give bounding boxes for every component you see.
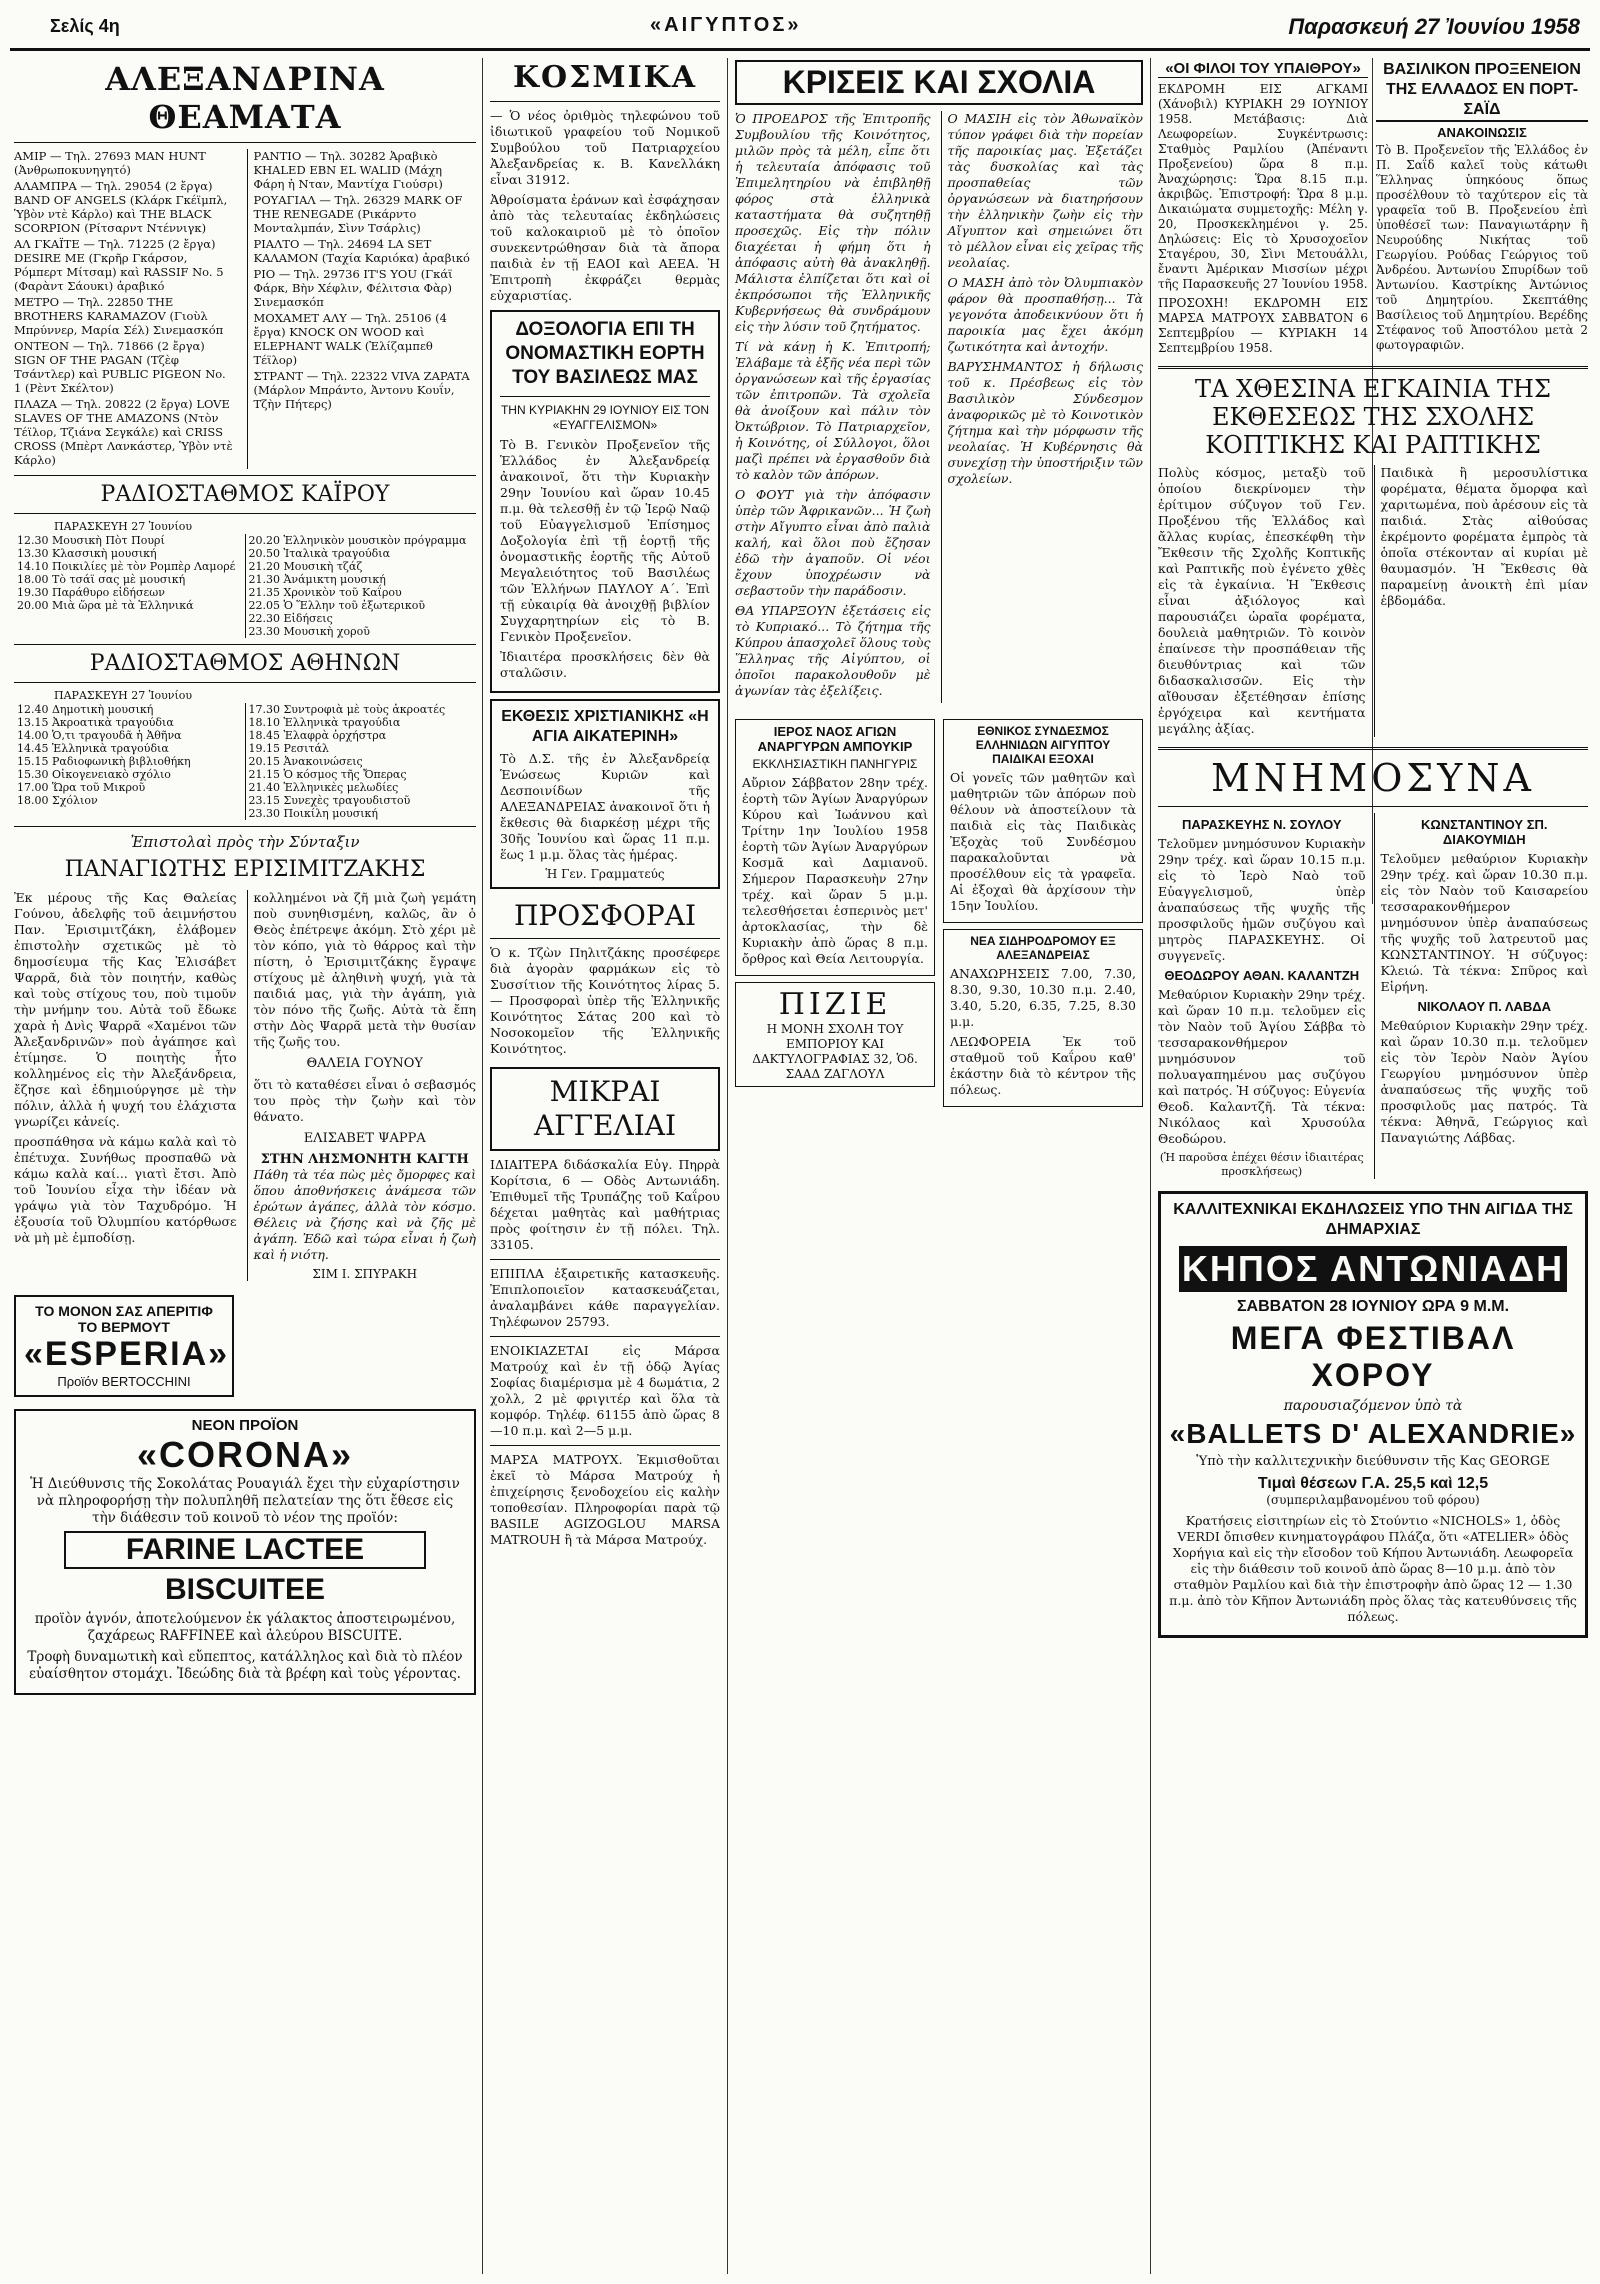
school-article-title: ΤΑ ΧΘΕΣΙΝΑ ΕΓΚΑΙΝΙΑ ΤΗΣ ΕΚΘΕΣΕΩΣ ΤΗΣ ΣΧΟΛΗΣ ΚΟΠΤΙΚΗΣ ΚΑΙ ΡΑΠΤΙΚΗΣ xyxy=(1195,375,1551,459)
program-item: 20.15 Ἀνακοινώσεις xyxy=(248,755,363,768)
ad-line: ΤΟ ΒΕΡΜΟΥΤ xyxy=(78,1319,170,1335)
article-paragraph: Ἀθροίσματα ἐράνων καὶ ἐσφάχησαν ἀπὸ τὰς τελευταίας ἐκδηλώσεις τοῦ καλοκαιριοῦ μὲ τὸ ὁποῖον συνεκεντρώθησαν διὰ τὰ ἄπορα παιδιὰ ἐν τῇ ΕΑΟΙ καὶ ΑΕΕΑ. Ἡ Ἐπιτροπὴ ἐκφράζει θερμὰς εὐχαριστίας. xyxy=(490,192,720,303)
box-title: ΕΚΘΕΣΙΣ ΧΡΙΣΤΙΑΝΙΚΗΣ «Η ΑΓΙΑ ΑΙΚΑΤΕΡΙΝΗ» xyxy=(501,708,709,745)
cinema-list-left xyxy=(14,149,237,469)
ad-subtitle: ΕΚΚΛΗΣΙΑΣΤΙΚΗ ΠΑΝΗΓΥΡΙΣ xyxy=(752,757,918,771)
program-item: 20.20 Ἑλληνικὸν μουσικὸν πρόγραμμα xyxy=(248,534,467,547)
ad-maker: Προϊόν BERTOCCHINI xyxy=(57,1374,191,1389)
ad-product: FARINE LACTEE xyxy=(64,1531,426,1569)
ad-corona xyxy=(14,1409,476,1695)
program-item: 23.15 Συνεχὲς τραγουδιστοῦ xyxy=(248,794,411,807)
ad-body: Οἱ γονεῖς τῶν μαθητῶν καὶ μαθητριῶν τῶν ἀπόρων ποὺ θέλουν νὰ ἀποστείλουν τὰ παιδιὰ εἰς τὰς Παιδικὰς Ἐξοχὰς τοῦ Συνδέσμου παρακαλοῦνται νὰ προσέλθουν εἰς τὰ γραφεῖα. Αἱ ἐξοχαὶ θὰ ἀρχίσουν τὴν 15ην Ἰουλίου. xyxy=(950,770,1136,913)
cinema-list-right xyxy=(247,149,477,469)
ad-title: ΜΕΓΑ ΦΕΣΤΙΒΑΛ ΧΟΡΟΥ xyxy=(1230,1320,1516,1393)
article-paragraph: Ο ΦΟΥΤ γιὰ τὴν ἀπόφασιν ὑπὲρ τῶν Ἀφρικανῶν... Ἡ ζωὴ στὴν Αἴγυπτο εἶναι ἀπὸ παλιὰ καλή, καὶ ὅλοι ποὺ ἔζησαν ἐδῶ τὴν ἀγαποῦν. Οἱ νέοι ἔχουν ὑποχρέωσιν νὰ σεβαστοῦν τὴν παράδοσιν. xyxy=(735,487,931,598)
commentary-columns xyxy=(735,111,1143,703)
box-body: Τὸ Β. Γενικὸν Προξενεῖον τῆς Ἑλλάδος ἐν Ἀλεξανδρείᾳ ἀνακοινοῖ, ὅτι τὴν Κυριακὴν 29ην Ἰουνίου καὶ ὥραν 10.45 π.μ. θὰ τελεσθῇ ἐν τῷ Ἱερῷ Ναῷ τοῦ Εὐαγγελισμοῦ Ἐπίσημος Δοξολογία ἐπὶ τῇ ἑορτῇ τῆς ὀνομαστικῆς ἑορτῆς τῆς Αὐτοῦ Μεγαλειότητος τοῦ Βασιλέως τῶν Ἑλλήνων ΠΑΥΛΟΥ Α΄. Ἐπὶ τῇ εὐκαιρίᾳ θὰ ἀνοιχθῇ βιβλίον Συγχαρητηρίων εἰς τὸ Β. Γενικὸν Προξενεῖον. xyxy=(500,437,710,644)
article-paragraph: Ἐκ μέρους τῆς Κας Θαλείας Γούνου, ἀδελφῆς τοῦ ἀειμνήστου Παν. Ἐρισιμιτζάκη, ἐλάβομεν ἐπιστολὴν σχετικῶς μὲ τὸ δημοσίευμα τῆς Κας Ἐλισάβετ Ψαρρᾶ, διὰ τὸν ποιητήν, καθὼς καὶ τοὺς στίχους του, ποὺ τιμοῦν τὴν μνήμην του. Αὐτὰ τοῦ ἔδωκε χαρὰ ἡ Δνὶς Ψαρρᾶ «Χαμένοι τῶν Ἀλεξανδρινῶν» ποὺ ἀγάπησε καὶ ἐτίμησε. Ὁ ποιητὴς ἦτο κολλημένος εἰς τὴν Ἀλεξάνδρεια, ἔζησε καὶ ἐδημιούργησε μὲ τὴν πόλιν, ἀλλὰ ἡ ψυχή του ἐλάχιστα γνωρίζει κἀνείς. xyxy=(14,890,237,1129)
ad-body: ΕΚΔΡΟΜΗ ΕΙΣ ΑΓΚΑΜΙ (Χάνοβιλ) ΚΥΡΙΑΚΗ 29 ΙΟΥΝΙΟΥ 1958. Μετάβασις: Διὰ Λεωφορείων. Συγκέντρωσις: Σταθμὸς Ραμλίου (Ἀπέναντι Προξενείου) ὥρα 8 π.μ. Ἀναχώρησις: Ὥρα 8.15 π.μ. ἀκριβῶς. Ἐπιστροφή: Ὥρα 8 μ.μ. Δικαιώματα συμμετοχῆς: Μέλη γ. 20, Προσκεκλημένοι γ. 25. Δηλώσεις: Εἰς τὸ Χρυσοχοεῖον Σταγέρου, 30, Σὶνι Μετουάλλι, ἔναντι Ἀμέρικαν Μισσίων μέχρι τῆς Παρασκευῆς 27 Ἰουνίου 1958. xyxy=(1158,82,1368,291)
program-item: 21.40 Ἑλληνικὲς μελωδίες xyxy=(248,781,399,794)
program-item: 14.10 Ποικιλίες μὲ τὸν Ρομπὲρ Λαμορέ xyxy=(17,560,236,573)
column-entertainment xyxy=(14,60,476,2275)
program-item: 19.30 Παράθυρο εἰδήσεων xyxy=(17,586,165,599)
program-item: 21.15 Ὁ κόσμος τῆς Ὄπερας xyxy=(248,768,407,781)
box-signature: Ἡ Γεν. Γραμματεύς xyxy=(545,867,665,881)
ad-title: ΒΑΣΙΛΙΚΟΝ ΠΡΟΞΕΝΕΙΟΝ ΤΗΣ ΕΛΛΑΔΟΣ ΕΝ ΠΟΡΤ-ΣΑΪΔ xyxy=(1376,60,1588,122)
program-item: 13.15 Ἀκροατικὰ τραγούδια xyxy=(17,716,174,729)
memorials xyxy=(1158,813,1588,1179)
classifieds-title: ΜΙΚΡΑΙ ΑΓΓΕΛΙΑΙ xyxy=(533,1075,677,1142)
memorial-body: Μεθαύριον Κυριακὴν 29ην τρέχ. καὶ ὥραν 10.30 π.μ. τελοῦμεν εἰς τὸν Ἱερὸν Ναὸν Ἁγίου Γεωργίου μνημόσυνον ὑπὲρ ἀναπαύσεως τῆς ψυχῆς τοῦ προσφιλοῦς μας πατρός. Τὰ τέκνα: Ἀθηνᾶ, Γεώργιος καὶ Παναγιώτης Λάβδας. xyxy=(1380,1018,1588,1145)
ad-subtitle: ΑΝΑΚΟΙΝΩΣΙΣ xyxy=(1437,125,1527,140)
radio-athens-schedule xyxy=(14,703,476,820)
ad-line: ΤΟ ΜΟΝΟΝ ΣΑΣ ΑΠΕΡΙΤΙΦ xyxy=(35,1303,213,1319)
cinema-listings xyxy=(14,149,476,469)
ad-church xyxy=(735,719,935,976)
cinema-listing: ΡΟΥΑΓΙΑΛ — Τηλ. 26329 MARK OF THE RENEGADE (Ρικάρντο Μονταλμπάν, Σὶνν Τσάρλις) xyxy=(253,193,463,235)
ad-venue: ΚΗΠΟΣ ΑΝΤΩΝΙΑΔΗ xyxy=(1179,1246,1567,1292)
classified-ad: ΜΑΡΣΑ ΜΑΤΡΟΥΧ. Ἐκμισθοῦται ἐκεῖ τὸ Μάρσα Ματρούχ ἡ ἐπιχείρησις ξενοδοχείου εἰς καλὴν τοποθεσίαν. Πληροφορίαι παρὰ τῷ BASILE AGIZOGLOU MARSA MATROUH ἢ τὰ Μάρσα Ματρούχ. xyxy=(490,1452,720,1547)
letter-title: ΠΑΝΑΓΙΩΤΗΣ ΕΡΙΣΙΜΙΤΖΑΚΗΣ xyxy=(64,857,426,882)
column-announcements xyxy=(1158,60,1588,2275)
ad-title: ΕΘΝΙΚΟΣ ΣΥΝΔΕΣΜΟΣ ΕΛΛΗΝΙΔΩΝ ΑΙΓΥΠΤΟΥ ΠΑΙΔΙΚΑΙ ΕΞΟΧΑΙ xyxy=(975,724,1111,766)
article-paragraph: Ο ΜΑΣΙΗ εἰς τὸν Ἀθωναϊκὸν τύπον γράφει διὰ τὴν πορείαν τῆς παροικίας μας. Ἐξετάζει τὰς δυσκολίας καὶ τὰς προσπαθείας τῶν ὀργανώσεων νὰ διατηρήσουν τὴν ἑλληνικὴν ζωὴν εἰς τὴν Αἴγυπτον καὶ σημειώνει ὅτι τὸ μέλλον εἶναι εἰς χεῖρας τῆς νεολαίας. xyxy=(947,111,1143,270)
box-body: Τὸ Δ.Σ. τῆς ἐν Ἀλεξανδρείᾳ Ἑνώσεως Κυριῶν καὶ Δεσποινίδων τῆς ΑΛΕΞΑΝΔΡΕΙΑΣ ἀνακοινοῖ ὅτι ἡ ἔκθεσις θὰ διαρκέσῃ μέχρι τῆς 30ῆς Ἰουνίου καὶ ὥρας 11 π.μ. ἕως 1 μ.μ. ὅλας τὰς ἡμέρας. xyxy=(500,751,710,862)
article-paragraph: — Ὁ νέος ὀριθμὸς τηλεφώνου τοῦ ἰδιωτικοῦ γραφείου τοῦ Νομικοῦ Συμβούλου τοῦ Πατριαρχείου Ἀλεξανδρείας κ. Β. Κανελλάκη εἶναι 31912. xyxy=(490,108,720,187)
memorial-body: Τελοῦμεν μεθαύριον Κυριακὴν 29ην τρέχ. καὶ ὥραν 10.30 π.μ. εἰς τὸν Ναὸν τοῦ Καισαρείου τεσσαρακονθήμερον μνημόσυνον ὑπὲρ ἀναπαύσεως τῆς ψυχῆς τοῦ λατρευτοῦ μας ΚΩΝΣΤΑΝΤΙΝΟΥ. Ἡ σύζυγος: Κλειώ. Τὰ τέκνα: Σπῦρος καὶ Εἰρήνη. xyxy=(1380,851,1588,994)
article-paragraph: Ὁ κ. Τζὼν Πηλιτζάκης προσέφερε διὰ ἀγορὰν φαρμάκων εἰς τὸ Συσσίτιον τῆς Κοινότητος λίρας 5. — Προσφοραὶ ὑπὲρ τῆς Ἑλληνικῆς Κοινότητος Σάτας 200 καὶ τὸ Νοσοκομεῖον τῆς Ἑλληνικῆς Κοινότητος. xyxy=(490,945,720,1056)
program-item: 17.00 Ὥρα τοῦ Μικροῦ xyxy=(17,781,146,794)
ad-body: ΠΡΟΣΟΧΗ! ΕΚΔΡΟΜΗ ΕΙΣ ΜΑΡΣΑ ΜΑΤΡΟΥΧ ΣΑΒΒΑΤΟΝ 6 Σεπτεμβρίου — ΚΥΡΙΑΚΗ 14 Σεπτεμβρίου 1958. xyxy=(1158,296,1368,355)
cinema-listing: ΑΛ ΓΚΑΪΤΕ — Τηλ. 71225 (2 ἔργα) DESIRE ME (Γκρῆρ Γκάρσον, Ρόμπερτ Μίτσαμ) καὶ RASSIF No. 5 (Φαρὰντ Σάουκι) ἀραβικό xyxy=(14,237,224,293)
newspaper-name: «ΑΙΓΥΠΤΟΣ» xyxy=(650,14,802,36)
classified-ad: ΕΠΙΠΛΑ ἐξαιρετικῆς κατασκευῆς. Ἐπιπλοποιεῖον κατασκευάζεται, ἀναλαμβάνει κάθε παραγγελίαν. Τηλέφωνον 25793. xyxy=(490,1266,720,1329)
ad-body: ΛΕΩΦΟΡΕΙΑ Ἐκ τοῦ σταθμοῦ τοῦ Καΐρου καθ' ἑκάστην διὰ τὸ κέντρον τῆς πόλεως. xyxy=(950,1034,1136,1097)
ad-body: Η ΜΟΝΗ ΣΧΟΛΗ ΤΟΥ ΕΜΠΟΡΙΟΥ ΚΑΙ ΔΑΚΤΥΛΟΓΡΑΦΙΑΣ 32, Ὁδ. ΣΑΑΔ ΖΑΓΛΟΥΛ xyxy=(752,1022,918,1081)
program-item: 21.35 Χρονικὸν τοῦ Καΐρου xyxy=(248,586,402,599)
classifieds-header xyxy=(490,1067,720,1151)
article-paragraph: ΒΑΡΥΣΗΜΑΝΤΟΣ ἡ δήλωσις τοῦ κ. Πρέσβεως εἰς τὸν Βασιλικὸν Σύνδεσμον ἀναφορικῶς μὲ τὸ Κοινοτικὸν ζήτημα καὶ τὴν μόρφωσιν τῆς νεολαίας. Ἡ Κυβέρνησις θὰ συνεχίσῃ τὴν ὑποστήριξιν τῶν σχολείων. xyxy=(947,359,1143,486)
cinema-listing: ΣΤΡΑΝΤ — Τηλ. 22322 VIVA ZAPATA (Μάρλον Μπράντο, Ἀντονυ Κουΐν, Τζὴν Πήτερς) xyxy=(253,369,470,411)
lower-ads xyxy=(735,713,1143,1113)
column-society xyxy=(490,60,720,2275)
letter-signature: ΕΛΙΣΑΒΕΤ ΨΑΡΡΑ xyxy=(303,1131,426,1146)
program-item: 20.50 Ἰταλικὰ τραγούδια xyxy=(248,547,391,560)
cinema-listing: ΡΙΑΛΤΟ — Τηλ. 24694 LA SET ΚΑΛΑΜΟΝ (Ταχία Καριόκα) ἀραβικό xyxy=(253,237,470,265)
program-item: 12.30 Μουσικὴ Πὸτ Πουρί xyxy=(17,534,165,547)
column-rule xyxy=(482,58,483,2274)
ad-date: ΣΑΒΒΑΤΟΝ 28 ΙΟΥΝΙΟΥ ΩΡΑ 9 Μ.Μ. xyxy=(1236,1298,1510,1315)
article-paragraph: Πολὺς κόσμος, μεταξὺ τοῦ ὁποίου διεκρίνομεν τὴν ἐρίτιμον σύζυγον τοῦ Γεν. Προξένου τῆς Ἑλλάδος καὶ ἄλλας κυρίας, ἐπεσκέφθη τὴν Ἔκθεσιν τῆς Σχολῆς Κοπτικῆς καὶ Ραπτικῆς ποὺ ἐγένετο χθὲς εἰς τὰ ἐγκαίνια. Ἡ Ἔκθεσις εἶναι ἀξιόλογος καὶ παρουσιάζει ὡραῖα φορέματα, δουλειὰ μαθητριῶν. Τὸ κοινὸν ἐπαίνεσε τὴν προσπάθειαν τῆς διευθύντριας καὶ τῶν διδασκαλισσῶν. Εἰς τὴν αἴθουσαν ἐξετέθησαν ἐπίσης ἐργόχειρα καὶ κεντήματα μεγάλης ἀξίας. xyxy=(1158,465,1366,736)
box-title: ΔΟΞΟΛΟΓΙΑ ΕΠΙ ΤΗ ΟΝΟΜΑΣΤΙΚΗ ΕΟΡΤΗ ΤΟΥ ΒΑΣΙΛΕΩΣ ΜΑΣ xyxy=(505,319,705,388)
program-item: 13.30 Κλασσικὴ μουσική xyxy=(17,547,157,560)
program-item: 22.05 Ὁ Ἕλλην τοῦ ἐξωτερικοῦ xyxy=(248,599,426,612)
program-item: 21.20 Μουσικὴ τζάζ xyxy=(248,560,363,573)
program-item: 15.30 Οἰκογενειακὸ σχόλιο xyxy=(17,768,171,781)
column-rule xyxy=(727,58,728,2274)
memorial-name: ΚΩΝΣΤΑΝΤΙΝΟΥ ΣΠ. ΔΙΑΚΟΥΜΙΔΗ xyxy=(1420,817,1548,847)
memorial-name: ΠΑΡΑΣΚΕΥΗΣ Ν. ΣΟΥΛΟΥ xyxy=(1181,817,1342,832)
cinema-listing: ΑΛΑΜΠΡΑ — Τηλ. 29054 (2 ἔργα) BAND OF ANGELS (Κλάρκ Γκέϊμπλ, Ὑβὸν ντὲ Κάρλο) καὶ THE BLACK SCORPION (Ρίτσαρντ Ντέννιγκ) xyxy=(14,179,228,235)
letters-section-title: Ἐπιστολαὶ πρὸς τὴν Σύνταξιν xyxy=(130,833,360,851)
section-title: ΚΡΙΣΕΙΣ ΚΑΙ ΣΧΟΛΙΑ xyxy=(735,60,1143,105)
cinema-listing: ΜΟΧΑΜΕΤ ΑΛΥ — Τηλ. 25106 (4 ἔργα) KNOCK ON WOOD καὶ ELEPHANT WALK (Ἐλίζαμπεθ Τέϊλορ) xyxy=(253,311,447,367)
radio-cairo-day: ΠΑΡΑΣΚΕΥΗ 27 Ἰουνίου xyxy=(54,520,193,533)
exhibition-box xyxy=(490,699,720,889)
program-item: 15.15 Ραδιοφωνικὴ βιβλιοθήκη xyxy=(17,755,191,768)
ad-brand: «BALLETS D' ALEXANDRIE» xyxy=(1169,1418,1577,1449)
column-rule xyxy=(1150,58,1151,2274)
radio-athens-day: ΠΑΡΑΣΚΕΥΗ 27 Ἰουνίου xyxy=(54,689,193,702)
section-title: ΑΛΕΞΑΝΔΡΙΝΑ ΘΕΑΜΑΤΑ xyxy=(105,60,385,136)
ad-body: Κρατήσεις εἰσιτηρίων εἰς τὸ Στούντιο «NICHOLS» 1, ὁδὸς VERDI ὄπισθεν κινηματογράφου Πλάζα, ὅτι «ATELIER» ὁδὸς Χορήγια καὶ εἰς τὴν εἴσοδον τοῦ Κήπου Ἀντωνιάδη. Λεωφορεῖα εἰς τὴν διάθεσιν τοῦ κοινοῦ ἀπὸ ὥρας 8—10 μ.μ. ἀπὸ τὸν σταθμὸν Ραμλίου καὶ διὰ τὴν ἐπιστροφὴν ἀπὸ ὥρας 12 — 1.30 π.μ. ἀπὸ τὸν Κῆπον Ἀντωνιάδη πρὸς ὅλας τὰς κατευθύνσεις τῆς πόλεως. xyxy=(1169,1513,1577,1624)
ad-line: ΚΑΛΛΙΤΕΧΝΙΚΑΙ ΕΚΔΗΛΩΣΕΙΣ ΥΠΟ ΤΗΝ ΑΙΓΙΔΑ ΤΗΣ ΔΗΜΑΡΧΙΑΣ xyxy=(1173,1201,1573,1238)
memorials-title: ΜΝΗΜΟΣΥΝΑ xyxy=(1210,756,1535,800)
program-item: 23.30 Ποικίλη μουσική xyxy=(248,807,379,820)
cinema-listing: ΡΙΟ — Τηλ. 29736 IT'S YOU (Γκάϊ Φάρκ, Βὴν Χέφλιν, Φέλιτσια Φὰρ) Σινεμασκόπ xyxy=(253,267,453,309)
program-item: 19.15 Ρεσιτάλ xyxy=(248,742,329,755)
ad-body: Τὸ Β. Προξενεῖον τῆς Ἑλλάδος ἐν Π. Σαΐδ καλεῖ τοὺς κάτωθι Ἕλληνας ὑπηκόους ὅπως προσέλθουν τὸ ταχύτερον εἰς τὰ γραφεῖα τοῦ Β. Προξενείου ἐπὶ ὑποθέσεῖ των: Παναγιωτάρην ἢ Νευρούδης Νικήτας τοῦ Γεωργίου. Ρούδας Γεώργιος τοῦ Ἀνδρέου. Ἀντωνίου Σπυρίδων τοῦ Ἀντωνίου. Καστρίκης Ἀντώνιος τοῦ Δημητρίου. Σκεπτάθης Βασίλειος τοῦ Δημητρίου. Βερέδης Στέφανος τοῦ Ἀποστόλου μετὰ 2 φωτογραφιῶν. xyxy=(1376,143,1588,352)
classified-ad: ΕΝΟΙΚΙΑΖΕΤΑΙ εἰς Μάρσα Ματρούχ καὶ ἐν τῇ ὁδῷ Ἀγίας Σοφίας διαμέρισμα μὲ 4 δωμάτια, 2 χολλ, 2 μὲ φριγιτέρ καὶ ὅλα τὰ κομφόρ. Τηλέφ. 61155 ἀπὸ ὥρας 8—10 π.μ. καὶ 2—5 μ.μ. xyxy=(490,1343,720,1438)
column-commentary xyxy=(735,60,1143,2275)
ad-vermouth xyxy=(14,1295,234,1397)
ad-brand: «CORONA» xyxy=(136,1434,354,1475)
cinema-listing: ΡΑΝΤΙΟ — Τηλ. 30282 Ἀραβικὸ KHALED EBN EL WALID (Μάχη Φάρη ἡ Νταν, Μαντίχα Γιούσρι) xyxy=(253,149,443,191)
doxology-box xyxy=(490,310,720,693)
ad-title: ΝΕΑ ΣΙΔΗΡΟΔΡΟΜΟΥ ΕΞ ΑΛΕΞΑΝΔΡΕΙΑΣ xyxy=(970,934,1116,962)
ad-line: παρουσιαζόμενον ὑπὸ τὰ xyxy=(1283,1398,1463,1414)
ad-brand: «ESPERIA» xyxy=(24,1335,230,1373)
program-item: 22.30 Εἰδήσεις xyxy=(248,612,333,625)
memorial-body: Τελοῦμεν μνημόσυνον Κυριακὴν 29ην τρέχ. καὶ ὥραν 10.15 π.μ. εἰς τὸ Ἱερὸ Ναὸ τοῦ Εὐαγγελισμοῦ, ὑπὲρ ἀναπαύσεως τῆς ψυχῆς τῆς προσφιλοῦς ἡμῶν συζύγου καὶ μητρὸς ΠΑΡΑΣΚΕΥΗΣ. Οἱ συγγενεῖς. xyxy=(1158,836,1366,963)
donations-title: ΠΡΟΣΦΟΡΑΙ xyxy=(513,899,697,932)
ad-line: Ὑπὸ τὴν καλλιτεχνικὴν διεύθυνσιν τῆς Κας GEORGE xyxy=(1196,1454,1550,1469)
article-paragraph: Ὁ ΠΡΟΕΔΡΟΣ τῆς Ἐπιτροπῆς Συμβουλίου τῆς Κοινότητος, μιλῶν πρὸς τὰ μέλη, εἶπε ὅτι ἡ τελευταία ἀπόφασις τοῦ Ἐπιμελητηρίου νὰ ἐπιβληθῇ φόρος στὰ ἑλληνικὰ καταστήματα θὰ συζητηθῇ προσεχῶς. Εἰς τὴν πόλιν διαχέεται ἡ φήμη ὅτι ἡ ἀπόφασις αὐτὴ θὰ ἀνακληθῇ. Μάλιστα ἐλπίζεται ὅτι καὶ οἱ ἐκπρόσωποι τῆς Ἑλληνικῆς Κυβερνήσεως θὰ συνδράμουν εἰς τὴν λύσιν τοῦ ζητήματος. xyxy=(735,111,931,334)
memorial-name: ΘΕΟΔΩΡΟΥ ΑΘΑΝ. ΚΑΛΑΝΤΖΗ xyxy=(1164,968,1360,983)
top-notices xyxy=(1158,60,1588,360)
memorial-name: ΝΙΚΟΛΑΟΥ Π. ΛΑΒΔΑ xyxy=(1417,999,1552,1014)
program-item: 20.00 Μιὰ ὥρα μὲ τὰ Ἑλληνικά xyxy=(17,599,194,612)
ad-brand: ΠΙΖΙΕ xyxy=(778,987,892,1022)
poem-signature: ΣΙΜ Ι. ΣΠΥΡΑΚΗ xyxy=(312,1267,418,1281)
ad-product: BISCUITEE xyxy=(164,1573,326,1606)
ad-body: Αὔριον Σάββατον 28ην τρέχ. ἑορτὴ τῶν Ἁγίων Ἀναργύρων Κύρου καὶ Ἰωάννου καὶ Τρίτην 1ην Ἰουλίου 1958 ἑορτὴ τῶν Ἁγίων Ἀναργύρων Κοσμᾶ καὶ Δαμιανοῦ. Σήμερον Παρασκευὴν 27ην τρέχ. καὶ ὥραν 5 μ.μ. τελεσθήσεται ἑσπερινὸς μετ' ἀρτοκλασίας, τὴν δὲ Κυριακὴν ἀπὸ ὥρας 8 π.μ. ὄρθρος καὶ Θεία Λειτουργία. xyxy=(742,775,928,966)
article-paragraph: Τί νὰ κάνῃ ἡ Κ. Ἐπιτροπή; Ἐλάβαμε τὰ ἐξῆς νέα περὶ τῶν ὀργανώσεων καὶ τῆς ἐργασίας τῶν ἐπιτροπῶν. Τὰ σχολεῖα θὰ ἀνοίξουν καὶ πάλιν τὸν Ὀκτώβριον. Τὸ Πατριαρχεῖον, ἡ Κοινότης, οἱ Σύλλογοι, ὅλοι μαζὶ πρέπει νὰ ἐργασθοῦν διὰ τὸ καλὸν τῶν ἀπόρων. xyxy=(735,339,931,482)
article-paragraph: ὅτι τὸ καταθέσει εἶναι ὁ σεβασμός του πρὸς τὴν ζωὴν καὶ τὸν θάνατο. xyxy=(253,1077,476,1124)
program-item: 14.00 Ὁ,τι τραγουδᾶ ἡ Ἀθῆνα xyxy=(17,729,182,742)
poem-title: ΣΤΗΝ ΛΗΣΜΟΝΗΤΗ ΚΑΓΤΗ xyxy=(260,1152,469,1167)
ad-line: ΝΕΟΝ ΠΡΟΪΟΝ xyxy=(191,1417,299,1434)
memorial-note: (Ἡ παροῦσα ἐπέχει θέσιν ἰδιαιτέρας προσκλήσεως) xyxy=(1159,1151,1364,1178)
cinema-listing: ΠΛΑΖΑ — Τηλ. 20822 (2 ἔργα) LOVE SLAVES OF THE AMAZONS (Ντὸν Τέϊλορ, Τζιάνα Σεγκάλε) καὶ CRISS CROSS (Μπὲρτ Λανκάστερ, Ὑβὸν ντὲ Κάρλο) xyxy=(14,397,233,467)
radio-cairo-title: ΡΑΔΙΟΣΤΑΘΜΟΣ ΚΑΪΡΟΥ xyxy=(100,482,390,507)
ad-text: προϊὸν ἁγνόν, ἀποτελούμενον ἐκ γάλακτος ἀποστειρωμένου, ζαχάρεως RAFFINEE καὶ ἀλεύρου BISCUITE. xyxy=(34,1611,456,1644)
ad-dance-festival xyxy=(1158,1191,1588,1638)
cinema-listing: ΑΜΙΡ — Τηλ. 27693 MAN HUNT (Ἀνθρωποκυνηγητό) xyxy=(14,149,206,177)
poem-body: Πάθη τὰ τέα πὼς μὲς ὄμορφες καὶ ὅπου ἀποθνήσκεις ἀνάμεσα τῶν ἐρώτων ἀγάπες, ἀλλὰ τὸν κόσμο. Θέλεις νὰ ζήσης καὶ νὰ ζῆς μὲ ἀγάπη. Ἐδῶ καὶ τώρα εἶναι ἡ ζωὴ καὶ ἡ νιότη. xyxy=(253,1167,476,1262)
box-subtitle: ΤΗΝ ΚΥΡΙΑΚΗΝ 29 ΙΟΥΝΙΟΥ ΕΙΣ ΤΟΝ «ΕΥΑΓΓΕΛΙΣΜΟΝ» xyxy=(500,403,710,432)
section-title: ΚΟΣΜΙΚΑ xyxy=(512,60,697,95)
article-paragraph: ΘΑ ΥΠΑΡΞΟΥΝ ἐξετάσεις εἰς τὸ Κυπριακό... Τὸ ζήτημα τῆς Κύπρου ἀπασχολεῖ ὅλους τοὺς Ἕλληνας τῆς Αἰγύπτου, οἱ ὁποῖοι παρακολουθοῦν μὲ ἀγωνίαν τὰς ἐξελίξεις. xyxy=(735,603,931,698)
letter-columns xyxy=(14,890,476,1281)
program-item: 18.00 Τὸ τσάϊ σας μὲ μουσική xyxy=(17,573,186,586)
article-paragraph: προσπάθησα νὰ κάμω καλὰ καὶ τὸ ἐπέτυχα. Συνήθως προσπαθῶ νὰ κάμω καλὰ καί... γιατὶ ἔτσι. Ἀπὸ τοῦ Ἰουνίου εἶχα τὴν ἰδέαν νὰ γράψω γιὰ τὸν Ταχυδρόμο. Ἡ ἐξουσία τοῦ Ὀλυμπίου κατόρθωσε νὰ μὴ μὲ ἐμποδίσῃ. xyxy=(14,1134,237,1245)
program-item: 12.40 Δημοτικὴ μουσική xyxy=(17,703,154,716)
program-item: 18.00 Σχόλιον xyxy=(17,794,98,807)
ad-union xyxy=(943,719,1143,923)
program-item: 18.45 Ἐλαφρὰ ὀρχήστρα xyxy=(248,729,387,742)
ad-pizie xyxy=(735,982,935,1087)
radio-cairo-schedule xyxy=(14,534,476,638)
article-paragraph: κολλημένοι νὰ ζῆ μιὰ ζωὴ γεμάτη ποὺ συνηθισμένη, καλῶς, ἂν ὁ Θεὸς ἐπέτρεψε ἀκόμη. Στὸ χέρι μὲ τὸν κόπο, γιὰ τὸ θάρρος καὶ τὴν πίστη, ὁ Ἐρισιμιτζάκης ἔγραψε στίχους μὲ ἀληθινὴ ψυχή, γιὰ τὰ παιδιά μας, γιὰ τὴν ἀγάπη, γιὰ τὸν πόνο τῆς ζωῆς. Αὐτὰ τὰ ἔπη στὴν Δὸς Ψαρρᾶ μετὰ τὴν θυσίαν τῆς ζωῆς του. xyxy=(253,890,476,1049)
ad-body: ΑΝΑΧΩΡΗΣΕΙΣ 7.00, 7.30, 8.30, 9.30, 10.30 π.μ. 2.40, 3.40, 5.20, 6.35, 7.25, 8.30 μ.μ. xyxy=(950,966,1136,1029)
ad-text: Ἡ Διεύθυνσις τῆς Σοκολάτας Ρουαγιάλ ἔχει τὴν εὐχαρίστησιν νὰ πληροφορήσῃ τὴν πολυπληθῆ πελατείαν της ὅτι ἔθεσε εἰς τὴν διάθεσιν τοῦ κοινοῦ τὸ νέον της προϊόν: xyxy=(30,1476,460,1526)
radio-athens-title: ΡΑΔΙΟΣΤΑΘΜΟΣ ΑΘΗΝΩΝ xyxy=(89,651,401,676)
letter-signature: ΘΑΛΕΙΑ ΓΟΥΝΟΥ xyxy=(306,1056,423,1071)
cinema-listing: ΜΕΤΡΟ — Τηλ. 22850 THE BROTHERS KARAMAZOV (Γιοὺλ Μπρύννερ, Μαρία Σέλ) Σινεμασκόπ xyxy=(14,295,224,337)
ad-line: (συμπεριλαμβανομένου τοῦ φόρου) xyxy=(1266,1493,1480,1507)
masthead xyxy=(10,8,1590,51)
program-item: 14.45 Ἑλληνικὰ τραγούδια xyxy=(17,742,169,755)
ad-title: ΙΕΡΟΣ ΝΑΟΣ ΑΓΙΩΝ ΑΝΑΡΓΥΡΩΝ ΑΜΠΟΥΚΙΡ xyxy=(757,724,913,754)
article-paragraph: Ο ΜΑΣΗ ἀπὸ τὸν Ὀλυμπιακὸν φάρον θὰ προσπαθήσῃ... Τὰ γεγονότα ἀποδεικνύουν ὅτι ἡ παροικία μας ἔχει ἀκόμη ζωτικότητα καὶ ἀντοχήν. xyxy=(947,275,1143,354)
program-item: 18.10 Ἑλληνικὰ τραγούδια xyxy=(248,716,401,729)
ad-railway xyxy=(943,929,1143,1107)
ad-text: Τροφὴ δυναμωτικὴ καὶ εὔπεπτος, κατάλληλος καὶ διὰ τὸ πλέον εὐαίσθητον στομάχι. Ἰδεώδης διὰ τὰ βρέφη καὶ τοὺς γέροντας. xyxy=(27,1649,463,1682)
program-item: 23.30 Μουσικὴ χοροῦ xyxy=(248,625,370,638)
cinema-listing: ΟΝΤΕΟΝ — Τηλ. 71866 (2 ἔργα) SIGN OF THE PAGAN (Τζὲφ Τσάντλερ) καὶ PUBLIC PIGEON No. 1 (Ρὲντ Σκέλτον) xyxy=(14,339,226,395)
memorial-body: Μεθαύριον Κυριακὴν 29ην τρέχ. καὶ ὥραν 10 π.μ. τελοῦμεν εἰς τὸν Ναὸν τοῦ Ἁγίου Σάββα τὸ τεσσαρακονθήμερον μνημόσυνον τοῦ πολυαγαπημένου μας συζύγου καὶ πατρός. Ἡ σύζυγος: Εὐγενία Θεοδ. Καλαντζῆ. Τὰ τέκνα: Νικόλαος καὶ Χρυσούλα Θεοδώρου. xyxy=(1158,987,1366,1146)
ad-title: «ΟΙ ΦΙΛΟΙ ΤΟΥ ΥΠΑΙΘΡΟΥ» xyxy=(1158,60,1368,78)
box-note: Ἰδιαιτέρα προσκλήσεις δὲν θὰ σταλῶσιν. xyxy=(500,649,710,680)
program-item: 21.30 Ἀνάμικτη μουσική xyxy=(248,573,386,586)
issue-date: Παρασκευή 27 Ἰουνίου 1958 xyxy=(1288,14,1580,39)
page-number: Σελίς 4η xyxy=(50,16,120,36)
ad-price: Τιμαὶ θέσεων Γ.Α. 25,5 καὶ 12,5 xyxy=(1257,1475,1489,1492)
article-paragraph: Παιδικὰ ἢ μεροσυλίστικα φορέματα, θέματα ὄμορφα καὶ χαριτωμένα, ποὺ ἀρέσουν εἰς τὰ παιδιά. Στὰς αἰθούσας ἐκρέμοντο φορέματα ἐμπρὸς τὰ ὁποῖα στέκονταν αἱ κυρίαι μὲ θαυμασμόν. Ἡ Ἔκθεσις θὰ παραμείνῃ ἀνοικτὴ ἐπὶ μίαν ἑβδομάδα. xyxy=(1374,465,1589,737)
program-item: 17.30 Συντροφιὰ μὲ τοὺς ἀκροατές xyxy=(248,703,446,716)
classified-ad: ΙΔΙΑΙΤΕΡΑ διδάσκαλία Εὐγ. Πηρρὰ Κορίτσια, 6 — Οδὸς Αντωνιάδη. Ἐπιθυμεῖ τῆς Τρυπάζης τοῦ Καΐρου δέχεται μαθητὰς καὶ μαθήτριας πρὸς φοίτησιν ἐν τῇ πόλει. Τηλ. 33105. xyxy=(490,1157,720,1252)
